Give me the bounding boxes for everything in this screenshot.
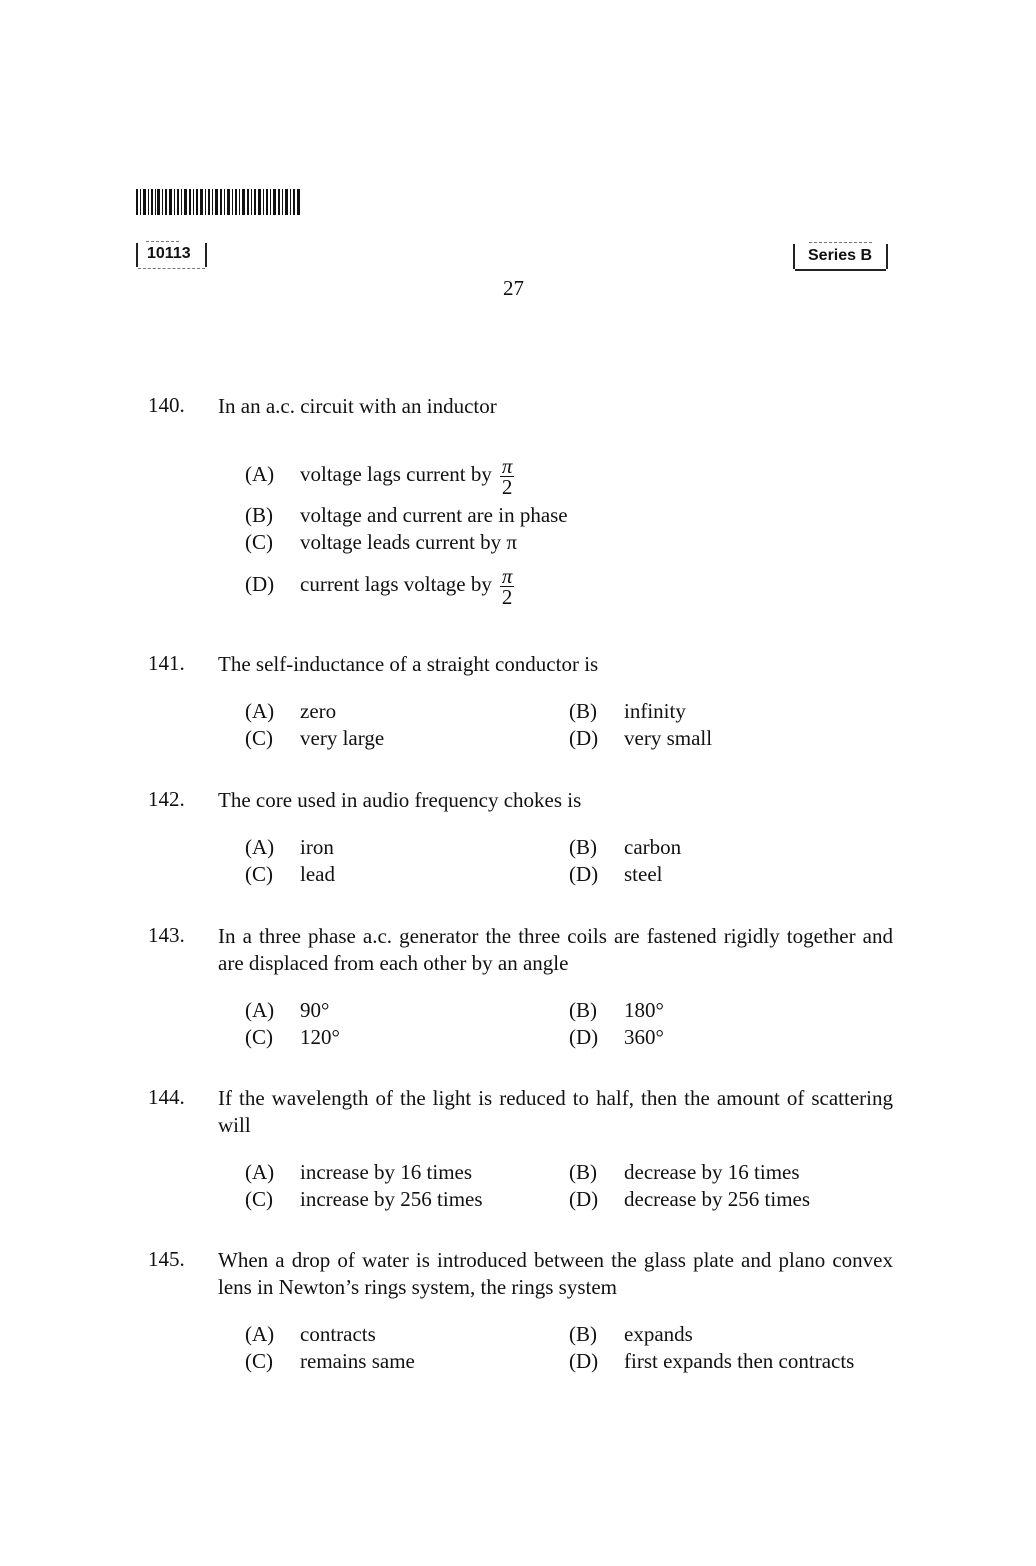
option-row [245,861,893,888]
option-label: (D) [245,572,275,596]
paper-code-box [136,243,207,267]
option-label: (C) [245,1349,273,1373]
options [245,1159,893,1213]
option-row [245,446,893,502]
option-text: very small [624,726,713,750]
option-text: voltage leads current by π [300,530,518,554]
options [245,446,893,612]
option-label: (D) [569,1349,599,1373]
question-142 [148,787,893,888]
question-number: 145. [148,1247,185,1271]
option-text: carbon [624,835,682,859]
paper-code: 10113 [147,245,191,262]
option-text: 360° [624,1025,664,1049]
option-row [245,1024,893,1051]
question-text: The core used in audio frequency chokes is [218,788,582,812]
question-number: 143. [148,923,185,947]
option-label: (B) [569,835,597,859]
option-text: 120° [300,1025,340,1049]
page-number: 27 [503,276,524,300]
option-text: iron [300,835,334,859]
question-145 [148,1247,893,1375]
option-text: increase by 16 times [300,1160,473,1184]
option-label: (A) [245,1322,275,1346]
question-144 [148,1085,893,1213]
option-row [245,997,893,1024]
option-text: expands [624,1322,693,1346]
question-text: The self-inductance of a straight conductor is [218,652,599,676]
question-text: If the wavelength of the light is reduced to half, then the amount of scattering will [218,1086,893,1137]
series-label: Series B [808,247,873,264]
option-label: (C) [245,1187,273,1211]
option-row [245,725,893,752]
option-row [245,1159,893,1186]
option-text: increase by 256 times [300,1187,483,1211]
pi-over-two-fraction: $\frac{\pi}{2}$ [501,563,513,609]
option-label: (A) [245,699,275,723]
options [245,1321,893,1375]
option-row [245,1348,893,1375]
option-text: infinity [624,699,686,723]
option-label: (A) [245,835,275,859]
option-label: (D) [569,862,599,886]
question-text: In a three phase a.c. generator the three coils are fastened rigidly together and are displaced from each other by an angle [218,924,893,975]
pi-over-two-fraction: $\frac{\pi}{2}$ [501,453,513,499]
option-text: current lags voltage by $\frac{\pi}{2}$ [300,563,513,609]
question-number: 140. [148,393,185,417]
option-label: (C) [245,530,273,554]
options [245,997,893,1051]
question-text: In an a.c. circuit with an inductor [218,394,497,418]
option-label: (B) [569,1160,597,1184]
options [245,698,893,752]
question-141 [148,651,893,752]
question-number: 144. [148,1085,185,1109]
option-row [245,698,893,725]
option-text: 90° [300,998,330,1022]
option-label: (B) [245,503,273,527]
option-label: (C) [245,726,273,750]
option-row [245,529,893,556]
option-label: (A) [245,1160,275,1184]
option-label: (B) [569,998,597,1022]
option-label: (D) [569,1187,599,1211]
option-row [245,834,893,861]
option-text: steel [624,862,663,886]
option-text: voltage and current are in phase [300,503,568,527]
option-text: lead [300,862,335,886]
option-text: contracts [300,1322,376,1346]
option-label: (C) [245,862,273,886]
question-number: 142. [148,787,185,811]
option-text: zero [300,699,337,723]
option-text: 180° [624,998,664,1022]
option-text: decrease by 16 times [624,1160,800,1184]
options [245,834,893,888]
question-143 [148,923,893,1051]
barcode [136,189,300,215]
question-140 [148,393,893,612]
option-row [245,1321,893,1348]
option-row [245,556,893,612]
option-label: (D) [569,1025,599,1049]
option-label: (A) [245,998,275,1022]
option-text: very large [300,726,385,750]
question-number: 141. [148,651,185,675]
option-row [245,1186,893,1213]
question-text: When a drop of water is introduced between the glass plate and plano convex lens in Newton’s rings system, the rings system [218,1248,893,1299]
option-text: decrease by 256 times [624,1187,811,1211]
option-row [245,502,893,529]
option-label: (C) [245,1025,273,1049]
option-text: first expands then contracts [624,1349,855,1373]
option-text: voltage lags current by $\frac{\pi}{2}$ [300,453,513,499]
option-label: (A) [245,462,275,486]
option-label: (D) [569,726,599,750]
option-label: (B) [569,1322,597,1346]
option-label: (B) [569,699,597,723]
series-box [793,244,888,269]
option-text: remains same [300,1349,415,1373]
